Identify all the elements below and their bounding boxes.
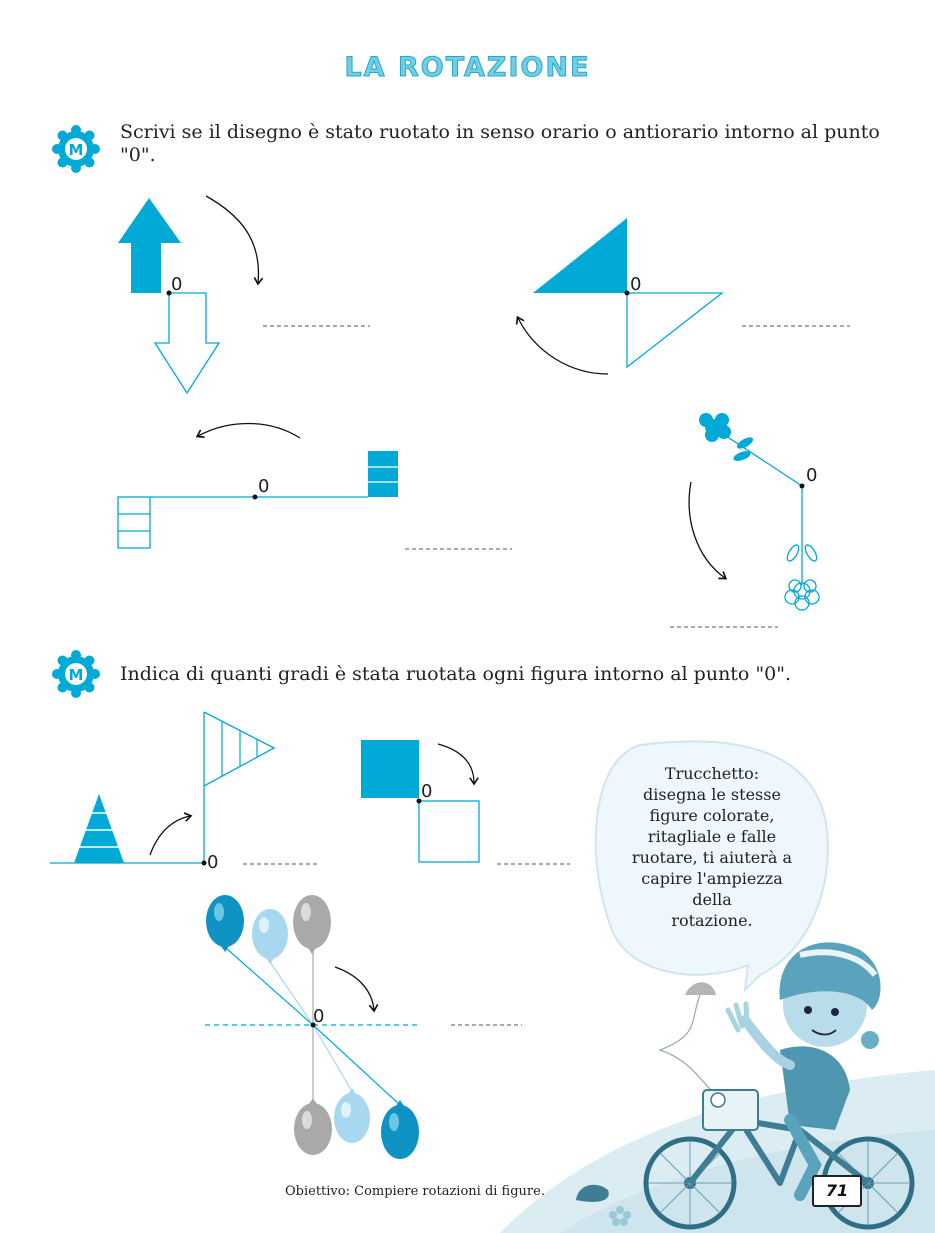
- svg-text:0: 0: [258, 476, 270, 497]
- svg-text:M: M: [68, 141, 84, 159]
- balloon-icon: [294, 1098, 332, 1155]
- exercise2-instruction: Indica di quanti gradi è stata ruotata ogni figura intorno al punto "0".: [120, 663, 792, 685]
- svg-text:0: 0: [171, 274, 183, 295]
- balloon-icon: [381, 1100, 419, 1159]
- figure-flag-rotation: [50, 712, 274, 873]
- tip-text: Trucchetto: disegna le stesse figure colorate, ritagliale e falle ruotare, ti aiuterà a capire l'ampiezza della rotazione.: [631, 764, 793, 930]
- figure-square-rotation: [361, 740, 479, 862]
- balloon-icon: [206, 895, 244, 952]
- svg-text:M: M: [68, 666, 84, 684]
- svg-text:0: 0: [313, 1006, 325, 1027]
- svg-text:0: 0: [630, 274, 642, 295]
- page-title: LA ROTAZIONE: [344, 52, 591, 83]
- svg-text:0: 0: [207, 852, 219, 873]
- exercise1-instruction: Scrivi se il disegno è stato ruotato in senso orario o antiorario intorno al punto "0".: [120, 121, 880, 166]
- figure-bars-rotation: [118, 424, 398, 549]
- page-number: 71: [812, 1175, 862, 1207]
- svg-text:0: 0: [421, 781, 433, 802]
- balloon-icon: [293, 895, 331, 954]
- figure-arrow-rotation: [118, 196, 258, 393]
- figure-balloons-rotation: [205, 895, 420, 1159]
- balloon-icon: [334, 1088, 370, 1143]
- figure-flower-rotation: [689, 413, 819, 610]
- objective-text: Obiettivo: Compiere rotazioni di figure.: [285, 1184, 545, 1199]
- balloon-icon: [252, 909, 288, 964]
- figure-triangle-rotation: [518, 218, 722, 374]
- svg-text:0: 0: [806, 465, 818, 486]
